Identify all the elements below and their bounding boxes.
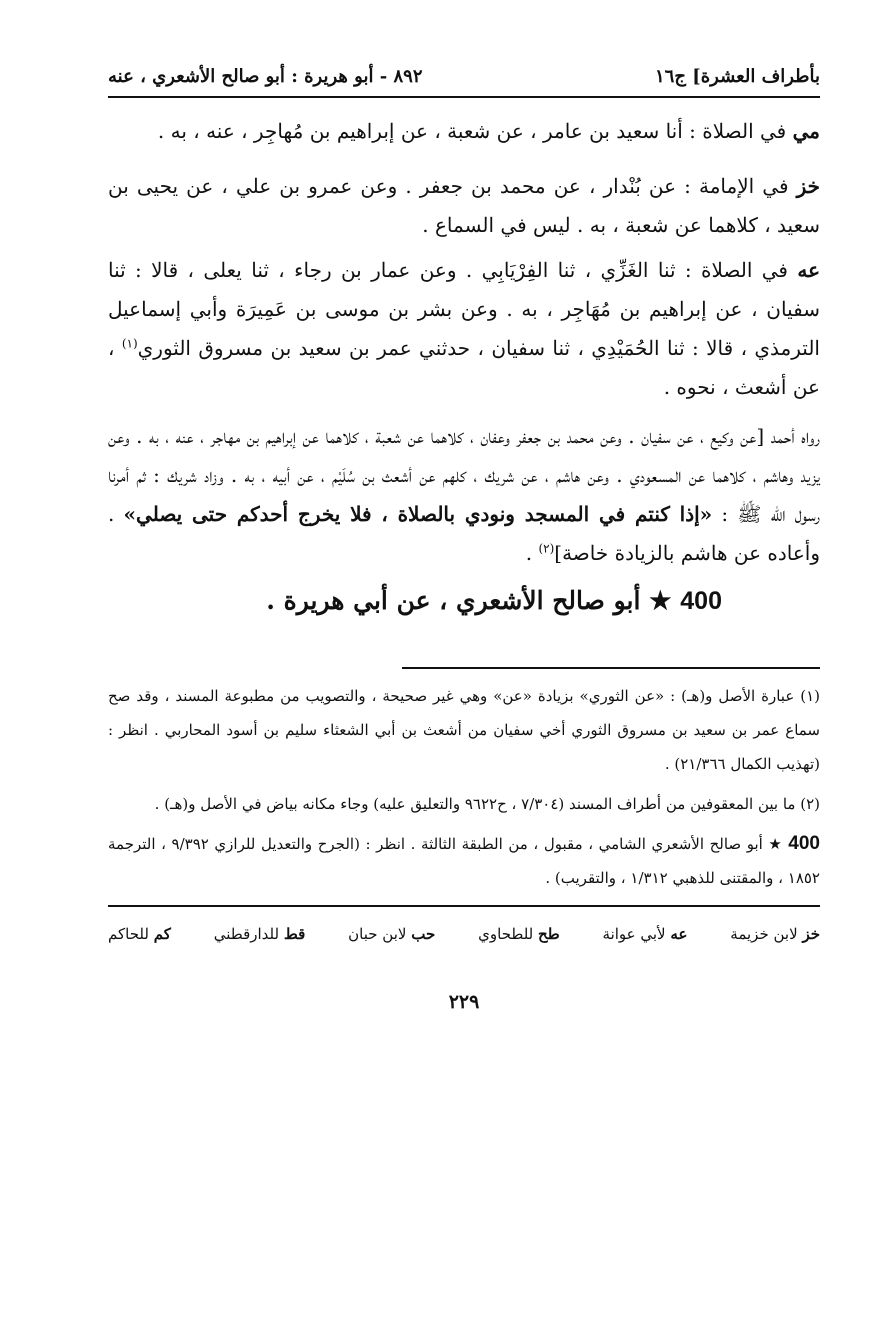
- abbr-item: قط للدارقطني: [213, 925, 306, 943]
- header-volume: بأطراف العشرة] ج١٦: [654, 66, 820, 87]
- paragraph-text: . وأعاده عن هاشم بالزيادة خاصة]: [108, 502, 820, 565]
- hadith-quote: «إذا كنتم في المسجد ونودي بالصلاة ، فلا يخرج أحدكم حتى يصلي»: [123, 502, 713, 526]
- abbr-item: خز لابن خزيمة: [730, 925, 820, 943]
- star-icon: ★: [649, 586, 672, 615]
- footnote-ref-2[interactable]: (٢): [538, 541, 555, 556]
- paragraph-text: في الصلاة : أنا سعيد بن عامر ، عن شعبة ، عن إبراهيم بن مُهاجِر ، عنه ، به .: [157, 119, 793, 143]
- footnote-2: (٢) ما بين المعقوفين من أطراف المسند (٧/٣٠٤ ، ح٩٦٢٢ والتعليق عليه) وجاء مكانه بياض في الأصل و(هـ) .: [154, 795, 820, 813]
- footnote-text: أبو صالح الأشعري الشامي ، مقبول ، من الطبقة الثالثة . انظر : (الجرح والتعديل للرازي ٩/٣٩٢ ، الترجمة ١٨٥٢ ، والمقتنى للذهبي ١/٣١٢ ، والتقريب) .: [108, 835, 820, 887]
- running-header: [108, 58, 820, 96]
- abbr-item: طح للطحاوي: [478, 925, 560, 943]
- abbr-item: حب لابن حبان: [348, 925, 436, 943]
- paragraph-text: رواه أحمد [عن وكيع ، عن سفيان . وعن محمد بن جعفر وعفان ، كلاهما عن شعبة ، كلاهما عن إبراهيم بن مهاجر ، عنه ، به . وعن يزيد وهاشم ، كلاهما عن المسعودي . وعن هاشم ، عن شريك ، كلهم عن أشعث بن سُلَيْم ، عن أبيه ، به . وزاد شريك : ثم أمرنا رسول الله ﷺ :: [108, 424, 820, 526]
- abbr-item: كم للحاكم: [108, 925, 171, 943]
- book-page: [108, 58, 820, 1013]
- abbr-item: عه لأبي عوانة: [602, 925, 688, 943]
- paragraph-text: .: [525, 541, 539, 565]
- paragraph-khz: [108, 167, 820, 245]
- star-icon: ★: [768, 835, 783, 853]
- paragraph-text: في الإمامة : عن بُنْدار ، عن محمد بن جعفر . وعن عمرو بن علي ، عن يحيى بن سعيد ، كلاهما عن شعبة ، به . ليس في السماع .: [108, 174, 820, 237]
- source-code-khz: خز: [796, 174, 820, 198]
- header-chapter: ٨٩٢ - أبو هريرة : أبو صالح الأشعري ، عنه: [108, 66, 423, 87]
- main-text: [108, 112, 820, 573]
- footnote-ref-1[interactable]: (١): [121, 336, 138, 351]
- footnote-400: [108, 827, 820, 895]
- header-rule: [108, 96, 820, 98]
- abbreviations-rule: [108, 905, 820, 907]
- entry-heading: [108, 581, 722, 621]
- footnote-separator: [402, 667, 820, 669]
- source-code-mi: مي: [792, 119, 820, 143]
- paragraph-ahmad: [108, 417, 820, 573]
- paragraph-text: في الصلاة : ثنا الغَزِّي ، ثنا الفِرْيَابِي . وعن عمار بن رجاء ، ثنا يعلى ، قالا : ثنا سفيان ، عن إبراهيم بن مُهَاجِر ، به . وعن بشر بن موسى بن عَمِيرَة وأبي إسماعيل الترمذي ، قالا : ثنا الحُمَيْدِي ، ثنا سفيان ، حدثني عمر بن سعيد بن مسروق الثوري: [108, 258, 820, 360]
- entry-number: 400: [680, 587, 722, 615]
- source-code-ah: عه: [797, 258, 820, 282]
- footnotes: [108, 679, 820, 895]
- entry-title: أبو صالح الأشعري ، عن أبي هريرة .: [266, 586, 641, 615]
- page-number: ٢٢٩: [448, 991, 480, 1013]
- paragraph-text: ، عن أشعث ، نحوه .: [108, 336, 820, 399]
- abbreviations-key: [108, 921, 820, 947]
- paragraph-ah: [108, 251, 820, 407]
- paragraph-mi: [108, 112, 820, 151]
- footnote-entry-number: 400: [788, 833, 820, 854]
- footnote-1: (١) عبارة الأصل و(هـ) : «عن الثوري» بزيادة «عن» وهي غير صحيحة ، والتصويب من مطبوعة المسند ، وقد صح سماع عمر بن سعيد بن مسروق الثوري أخي سفيان من أشعث بن أبي الشعثاء سليم بن أسود المحاربي . انظر : (تهذيب الكمال ٢١/٣٦٦) .: [108, 687, 820, 773]
